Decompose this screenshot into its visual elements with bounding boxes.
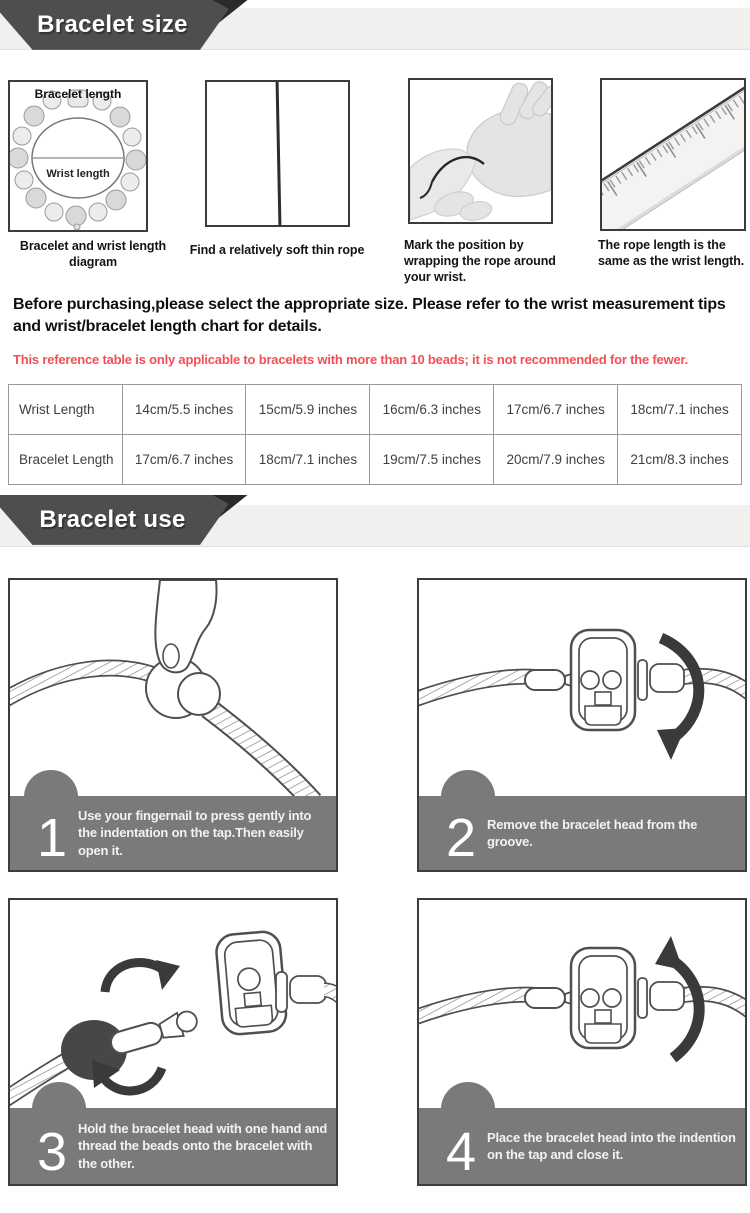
step-number: 4	[446, 1122, 477, 1182]
step-number: 2	[446, 808, 477, 868]
table-cell: 17cm/6.7 inches	[122, 435, 246, 485]
table-cell: 18cm/7.1 inches	[618, 385, 742, 435]
size-section-title: Bracelet size	[37, 11, 188, 38]
step-instruction: Hold the bracelet head with one hand and thread the beads onto the bracelet with the other.	[78, 1121, 328, 1171]
step-number: 1	[37, 808, 68, 868]
table-cell: 20cm/7.9 inches	[494, 435, 618, 485]
step-number: 3	[37, 1122, 68, 1182]
table-cell: 14cm/5.5 inches	[122, 385, 246, 435]
use-section-banner	[0, 495, 250, 547]
row-header-cell: Bracelet Length	[9, 435, 123, 485]
wrist-length-row	[9, 385, 742, 435]
figure-caption-2: Find a relatively soft thin rope	[189, 243, 365, 257]
hand-wrist-drawing	[410, 80, 551, 222]
use-step-panel-3	[8, 898, 338, 1186]
reference-note-text: This reference table is only applicable to bracelets with more than 10 beads; it is not recommended for the fewer.	[13, 352, 689, 367]
step-caption-bar	[10, 796, 336, 870]
step-caption-bar	[419, 796, 745, 870]
use-step-panel-1	[8, 578, 338, 872]
table-cell: 18cm/7.1 inches	[246, 435, 370, 485]
ruler-drawing	[602, 80, 744, 229]
table-cell: 21cm/8.3 inches	[618, 435, 742, 485]
bracelet-length-label: Bracelet length	[34, 87, 122, 101]
size-chart-table	[8, 384, 742, 485]
step-instruction: Use your fingernail to press gently into the indentation on the tap.Then easily open it.	[78, 808, 312, 858]
sizing-intro-text: Before purchasing,please select the appropriate size. Please refer to the wrist measurement tips and wrist/bracelet length chart for details.	[13, 296, 726, 336]
step-caption-bar	[10, 1108, 336, 1184]
use-step-panel-2	[417, 578, 747, 872]
use-step-panel-4	[417, 898, 747, 1186]
remove-head-drawing	[419, 580, 745, 796]
figure-caption-3: Mark the position by wrapping the rope around your wrist.	[404, 238, 556, 284]
rope-drawing	[207, 82, 348, 225]
bracelet-length-row	[9, 435, 742, 485]
size-section-banner	[0, 0, 250, 52]
table-cell: 15cm/5.9 inches	[246, 385, 370, 435]
wrist-length-label: Wrist length	[46, 168, 110, 180]
table-cell: 19cm/7.5 inches	[370, 435, 494, 485]
ruler-figure	[600, 78, 746, 231]
thread-beads-drawing	[10, 900, 336, 1108]
bracelet-diagram-figure	[8, 80, 148, 232]
figure-caption-4: The rope length is the same as the wrist length.	[598, 238, 745, 268]
rope-figure	[205, 80, 350, 227]
figure-caption-1: Bracelet and wrist length diagram	[19, 239, 167, 269]
bracelet-diagram-drawing	[10, 82, 146, 230]
step-instruction: Remove the bracelet head from the groove.	[487, 816, 698, 849]
use-section-title: Bracelet use	[39, 506, 186, 533]
step-instruction: Place the bracelet head into the indention on the tap and close it.	[487, 1129, 736, 1162]
table-cell: 17cm/6.7 inches	[494, 385, 618, 435]
close-clasp-drawing	[419, 900, 745, 1108]
open-clasp-drawing	[10, 580, 336, 796]
step-caption-bar	[419, 1108, 745, 1184]
table-cell: 16cm/6.3 inches	[370, 385, 494, 435]
wrap-wrist-figure	[408, 78, 553, 224]
row-header-cell: Wrist Length	[9, 385, 123, 435]
